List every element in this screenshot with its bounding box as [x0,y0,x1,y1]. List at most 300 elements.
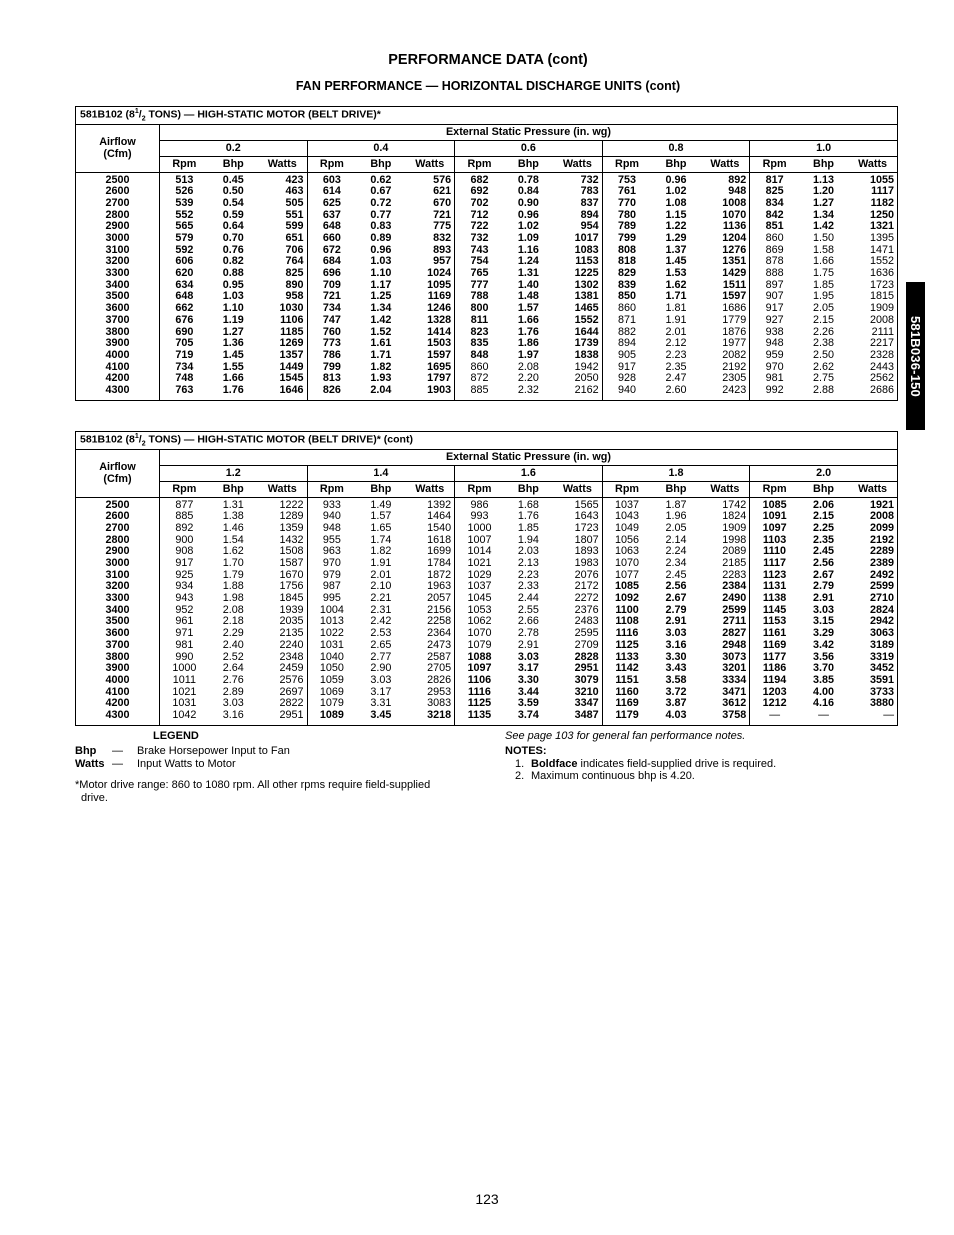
watts-value: 1276 [722,243,747,256]
watts-value: 2459 [279,662,304,675]
rpm-value: 917 [618,360,637,373]
bhp-value: 1.82 [370,360,392,373]
watts-value: 1321 [869,220,894,233]
bhp-value: 1.13 [813,173,835,186]
bhp-value: 3.15 [813,615,835,628]
footnote-line: *Motor drive range: 860 to 1080 rpm. All other rpms require field-supplied [75,779,431,791]
rpm-column [160,497,209,725]
airflow-value: 3700 [105,313,130,326]
bhp-value: 1.86 [517,337,539,350]
bhp-value: 3.74 [517,708,539,721]
watts-header: Watts [848,156,897,172]
rpm-value: 1000 [467,521,492,534]
bhp-value: 3.42 [813,638,835,651]
bhp-value: 0.96 [370,243,392,256]
side-tab-label: 581B036-150 [908,315,923,397]
watts-column [405,497,454,725]
watts-value: 621 [433,185,452,198]
watts-value: 1695 [427,360,452,373]
rpm-value: 780 [618,208,637,221]
watts-value: 1545 [279,372,304,385]
watts-header: Watts [405,156,454,172]
rpm-header: Rpm [750,156,799,172]
bhp-value: 2.56 [665,580,687,593]
watts-value: 706 [285,243,304,256]
rpm-value: 925 [175,568,194,581]
watts-value: 1269 [279,337,304,350]
bhp-value: 1.27 [813,196,835,209]
bhp-value: 3.30 [517,673,539,686]
rpm-value: 732 [470,232,489,245]
bhp-value: 2.78 [517,627,539,640]
bhp-value: 1.58 [813,243,835,256]
legend-text: Input Watts to Motor [137,758,236,770]
rpm-value: 1077 [615,568,640,581]
watts-value: 1070 [722,208,747,221]
watts-header: Watts [405,481,454,497]
watts-value: 1893 [574,545,599,558]
bhp-value: 1.68 [517,498,539,511]
watts-value: 1845 [279,592,304,605]
watts-value: 1222 [279,498,304,511]
watts-value: 2423 [722,383,747,396]
pressure-header: 0.2 [160,140,308,156]
bhp-value: 1.93 [370,372,392,385]
bhp-value: 1.57 [370,510,392,523]
airflow-value: 3400 [105,603,130,616]
rpm-value: 786 [322,348,341,361]
column-header-row [76,481,898,497]
bhp-value: 1.66 [517,313,539,326]
bhp-value: 1.31 [517,267,539,280]
rpm-value: 1059 [319,673,344,686]
pressure-header: 1.8 [602,465,750,481]
watts-header: Watts [553,156,602,172]
watts-value: 1106 [280,313,304,326]
watts-value: 599 [285,220,304,233]
watts-value: 2822 [279,697,304,710]
rpm-value: 907 [765,290,784,303]
rpm-value: 993 [470,510,489,523]
rpm-value: 1014 [467,545,492,558]
bhp-header: Bhp [504,481,553,497]
rpm-value: 1043 [615,510,640,523]
bhp-value: 1.71 [370,348,392,361]
bhp-value: 2.90 [370,662,392,675]
rpm-value: 892 [175,521,194,534]
bhp-value: 1.03 [222,290,244,303]
rpm-value: 634 [175,278,194,291]
rpm-value: 872 [470,372,489,385]
bhp-value: 3.87 [665,697,687,710]
watts-value: 1597 [722,290,747,303]
bhp-value: 2.55 [517,603,539,616]
watts-value: 2384 [722,580,747,593]
watts-value: 1587 [279,557,304,570]
table-body-row [76,497,898,725]
bhp-value: 0.72 [370,196,392,209]
rpm-value: 1029 [467,568,492,581]
watts-value: 893 [433,243,452,256]
rpm-value: 1106 [467,673,492,686]
rpm-value: 690 [175,325,194,338]
bhp-value: 1.31 [222,498,244,511]
airflow-value: 3300 [105,592,130,605]
bhp-value: 2.42 [370,615,392,628]
watts-value: 3201 [722,662,747,675]
watts-value: 1699 [427,545,452,558]
rpm-value: 981 [175,638,194,651]
bhp-value: 1.10 [222,302,244,315]
rpm-value: 970 [322,557,341,570]
airflow-value: 4300 [105,708,130,721]
rpm-value: 917 [765,302,784,315]
bhp-value: 3.16 [665,638,687,651]
watts-value: 948 [728,185,747,198]
bhp-value: 2.38 [813,337,835,350]
watts-value: 2185 [722,557,747,570]
watts-value: 1302 [574,278,599,291]
bhp-value: 1.57 [517,302,539,315]
watts-value: 2697 [279,685,304,698]
rpm-value: 961 [175,615,194,628]
rpm-value: 851 [765,220,784,233]
rpm-column [307,497,356,725]
watts-value: 2283 [722,568,747,581]
bhp-value: 1.38 [222,510,244,523]
bhp-value: 2.35 [813,533,835,546]
rpm-value: 834 [765,196,784,209]
watts-value: 1432 [279,533,304,546]
rpm-value: 908 [175,545,194,558]
watts-value: 1742 [722,498,747,511]
bhp-value: 3.30 [665,650,687,663]
rpm-value: 1116 [468,685,491,698]
bhp-value: 1.62 [665,278,687,291]
watts-value: 3880 [869,697,894,710]
watts-column [258,172,307,400]
watts-header: Watts [258,156,307,172]
watts-value: 825 [285,267,304,280]
model-side-tab [906,282,925,430]
rpm-value: 799 [618,232,637,245]
watts-value: 1185 [280,325,304,338]
bhp-value: 2.05 [813,302,835,315]
watts-value: 2942 [869,615,894,628]
bhp-value: 2.44 [517,592,539,605]
rpm-value: 552 [175,208,194,221]
rpm-value: 1177 [762,650,787,663]
rpm-value: 1022 [319,627,344,640]
bhp-value: 2.25 [813,521,835,534]
watts-value: 1024 [427,267,452,280]
watts-value: 1636 [869,267,894,280]
watts-value: 3073 [722,650,747,663]
watts-value: 3612 [722,697,747,710]
bhp-value: 2.35 [665,360,687,373]
airflow-value: 2600 [105,185,130,198]
bhp-value: 1.03 [370,255,392,268]
airflow-value: 2600 [105,510,130,523]
watts-value: 651 [285,232,304,245]
rpm-value: 1053 [467,603,492,616]
rpm-value: 1097 [762,521,787,534]
motor-footnote [75,779,470,804]
watts-value: 2364 [427,627,452,640]
bhp-value: 1.37 [665,243,687,256]
bhp-value: 1.75 [813,267,835,280]
legend-item [75,745,290,757]
bhp-value: 1.09 [517,232,539,245]
rpm-value: 948 [765,337,784,350]
rpm-value: 970 [765,360,784,373]
airflow-value: 3600 [105,302,130,315]
watts-value: 1017 [574,232,599,245]
watts-value: 3591 [869,673,894,686]
rpm-value: 513 [175,173,194,186]
bhp-value: 2.45 [665,568,687,581]
bhp-value: 2.67 [665,592,687,605]
rpm-value: 1169 [762,638,787,651]
rpm-value: 1135 [467,708,492,721]
bhp-value: 3.72 [665,685,687,698]
bhp-value: 2.40 [222,638,244,651]
bhp-value: 1.27 [222,325,244,338]
rpm-header: Rpm [455,481,504,497]
rpm-value: 1123 [762,568,787,581]
bhp-value: 2.65 [370,638,392,651]
rpm-column [307,172,356,400]
rpm-value: 565 [175,220,194,233]
watts-header: Watts [258,481,307,497]
bhp-value: 0.62 [370,173,392,186]
watts-value: 1465 [574,302,599,315]
watts-value: 958 [285,290,304,303]
rpm-value: 800 [470,302,489,315]
watts-value: 832 [433,232,452,245]
bhp-value: 4.03 [665,708,687,721]
watts-value: 2050 [574,372,599,385]
watts-value: 1136 [722,220,747,233]
watts-value: 2389 [869,557,894,570]
bhp-value: 1.82 [370,545,392,558]
watts-value: 2240 [279,638,304,651]
rpm-value: 1042 [172,708,197,721]
rpm-value: 1062 [467,615,492,628]
bhp-value: 2.04 [370,383,392,396]
rpm-value: 981 [765,372,784,385]
watts-value: 2258 [427,615,452,628]
watts-value: 1117 [871,185,894,198]
bhp-value: 1.91 [370,557,392,570]
rpm-value: 1031 [319,638,344,651]
watts-value: 1083 [574,243,599,256]
bhp-value: 3.44 [517,685,539,698]
watts-value: 2686 [869,383,894,396]
bhp-value: 1.25 [370,290,392,303]
airflow-value: 3000 [105,232,130,245]
bhp-value: 0.82 [222,255,244,268]
rpm-value: 917 [175,557,194,570]
airflow-value: 3400 [105,278,130,291]
rpm-value: 1050 [319,662,344,675]
bhp-value: 1.95 [813,290,835,303]
rpm-value: 760 [322,325,341,338]
watts-value: 1169 [427,290,452,303]
watts-value: 3210 [574,685,599,698]
bhp-value: 2.08 [517,360,539,373]
watts-value: 3319 [869,650,894,663]
bhp-column [356,172,405,400]
rpm-value: 850 [618,290,637,303]
rpm-value: 1089 [319,708,344,721]
watts-value: 1903 [427,383,452,396]
watts-value: 764 [285,255,304,268]
rpm-value: 539 [175,196,194,209]
rpm-value: 818 [618,255,637,268]
watts-value: 1357 [279,348,304,361]
airflow-value: 3900 [105,662,130,675]
watts-value: 1153 [575,255,599,268]
bhp-value: 3.03 [665,627,687,640]
rpm-value: 869 [765,243,784,256]
bhp-value: 0.76 [222,243,244,256]
pressure-header: 0.6 [455,140,603,156]
rpm-value: 971 [175,627,194,640]
table-title: 581B102 ($8^1/_2$ TONS) — HIGH-STATIC MOTOR (BELT DRIVE)* (cont) [76,432,898,450]
bhp-value: 2.13 [517,557,539,570]
bhp-value: 1.02 [665,185,687,198]
watts-value: 2473 [427,638,452,651]
esp-header: External Static Pressure (in. wg) [160,124,898,140]
rpm-value: — [769,708,780,721]
rpm-value: 734 [322,302,341,315]
bhp-value: 2.64 [222,662,244,675]
watts-value: 2305 [722,372,747,385]
watts-value: 2192 [869,533,894,546]
bhp-value: 3.58 [665,673,687,686]
bhp-value: 1.71 [665,290,687,303]
rpm-value: 825 [765,185,784,198]
bhp-value: 1.53 [665,267,687,280]
rpm-value: 1040 [319,650,344,663]
bhp-value: 2.33 [517,580,539,593]
bhp-value: 3.29 [813,627,835,640]
watts-value: 2008 [869,313,894,326]
watts-value: 3063 [869,627,894,640]
bhp-value: 0.78 [517,173,539,186]
bhp-value: 1.36 [222,337,244,350]
airflow-value: 3500 [105,615,130,628]
airflow-header: Airflow (Cfm) [76,449,160,497]
bhp-value: 2.62 [813,360,835,373]
airflow-value: 2900 [105,220,130,233]
bhp-value: 0.59 [222,208,244,221]
bhp-value: 2.08 [222,603,244,616]
bhp-value: 0.96 [517,208,539,221]
bhp-value: 2.15 [813,313,835,326]
watts-value: 1909 [869,302,894,315]
watts-value: 1471 [869,243,894,256]
bhp-value: 2.06 [813,498,835,511]
bhp-value: 3.03 [370,673,392,686]
bhp-value: 2.79 [665,603,687,616]
watts-value: 2587 [427,650,452,663]
watts-value: 2135 [279,627,304,640]
bhp-value: 0.95 [222,278,244,291]
bhp-column [504,172,553,400]
watts-value: 2008 [869,510,894,523]
bhp-value: 3.03 [517,650,539,663]
rpm-value: 848 [470,348,489,361]
bhp-value: 1.08 [665,196,687,209]
bhp-value: 2.79 [813,580,835,593]
watts-value: 1876 [722,325,747,338]
watts-value: 2595 [574,627,599,640]
rpm-value: 1092 [615,592,640,605]
rpm-column [455,172,504,400]
bhp-value: 1.87 [665,498,687,511]
watts-value: 1414 [427,325,452,338]
rpm-value: 1031 [172,697,197,710]
watts-value: 1359 [279,521,304,534]
rpm-value: 1004 [319,603,344,616]
rpm-value: 765 [470,267,489,280]
bhp-value: 1.02 [517,220,539,233]
bhp-value: 0.54 [222,196,244,209]
rpm-value: 1160 [615,685,639,698]
airflow-value: 4100 [105,685,130,698]
bhp-value: 3.59 [517,697,539,710]
rpm-value: 773 [322,337,341,350]
bhp-value: 1.16 [517,243,539,256]
watts-value: 463 [285,185,304,198]
rpm-column [750,497,799,725]
rpm-value: 1179 [615,708,639,721]
bhp-value: 0.90 [517,196,539,209]
bhp-header: Bhp [799,481,848,497]
airflow-value: 2800 [105,208,130,221]
watts-value: 1643 [574,510,599,523]
rpm-value: 648 [175,290,194,303]
watts-value: 2089 [722,545,747,558]
rpm-value: 676 [175,313,194,326]
watts-value: 775 [433,220,452,233]
watts-value: 1739 [574,337,599,350]
watts-value: 2057 [427,592,452,605]
watts-value: 1503 [427,337,452,350]
watts-value: 1670 [279,568,304,581]
rpm-value: 1000 [172,662,197,675]
rpm-value: 1049 [615,521,640,534]
rpm-value: 934 [175,580,194,593]
rpm-value: 1085 [762,498,787,511]
bhp-value: 1.50 [813,232,835,245]
bhp-value: 0.96 [665,173,687,186]
rpm-value: 1125 [467,697,492,710]
watts-value: 1921 [869,498,894,511]
rpm-column [160,172,209,400]
bhp-value: 0.84 [517,185,539,198]
airflow-value: 3200 [105,580,130,593]
rpm-value: 763 [175,383,194,396]
airflow-value: 3500 [105,290,130,303]
airflow-value: 2800 [105,533,130,546]
bhp-value: 3.70 [813,662,835,675]
rpm-header: Rpm [455,156,504,172]
rpm-header: Rpm [160,481,209,497]
bhp-value: 0.64 [222,220,244,233]
